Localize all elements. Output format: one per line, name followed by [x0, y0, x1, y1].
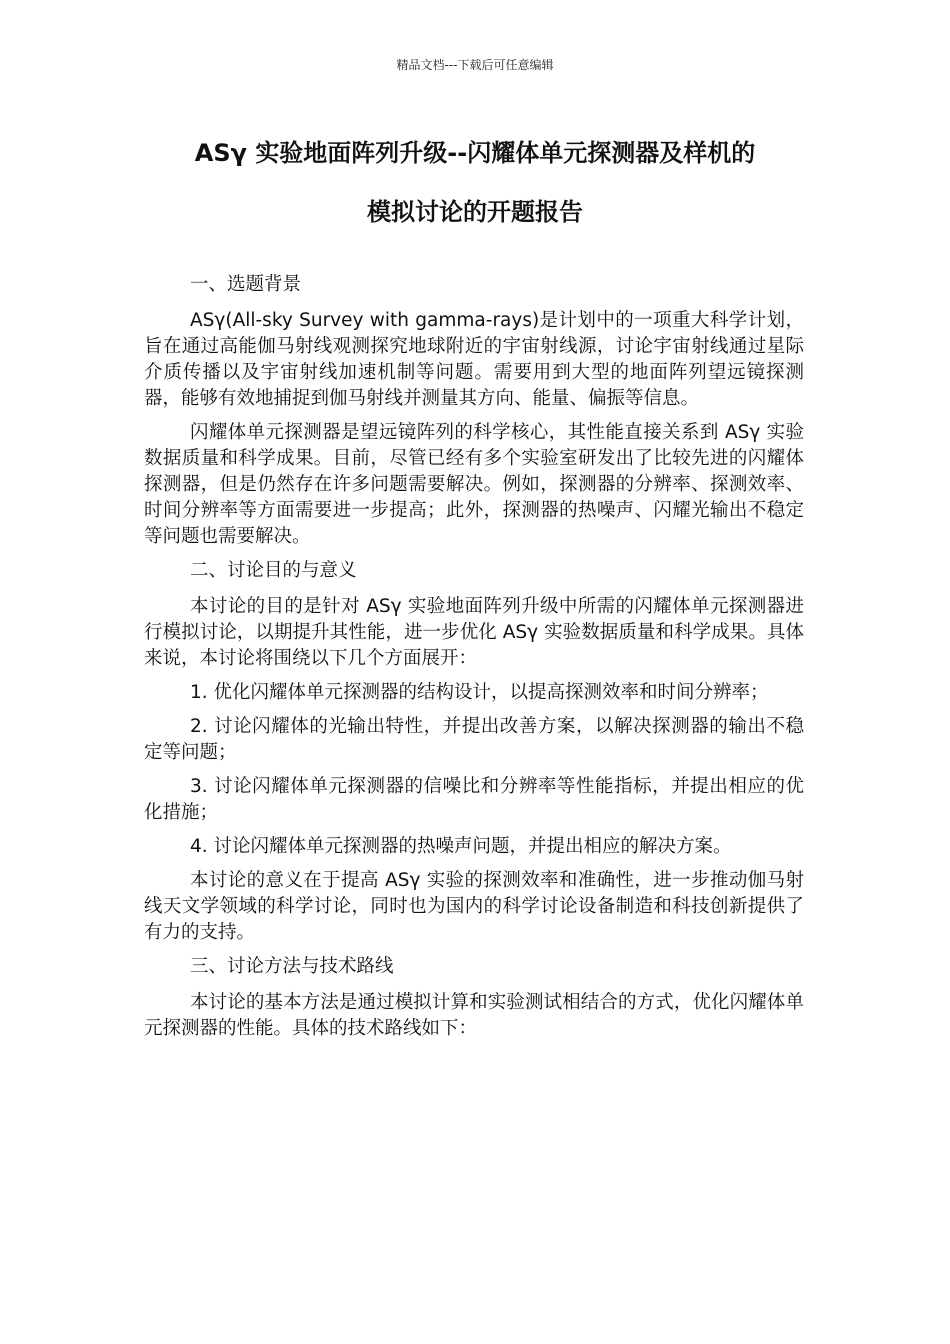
- body-paragraph: 本讨论的意义在于提高 ASγ 实验的探测效率和准确性，进一步推动伽马射线天文学领域的科学讨论，同时也为国内的科学讨论设备制造和科技创新提供了有力的支持。: [144, 870, 804, 943]
- list-item: 2. 讨论闪耀体的光输出特性，并提出改善方案，以解决探测器的输出不稳定等问题；: [144, 716, 804, 763]
- body-paragraph: 本讨论的基本方法是通过模拟计算和实验测试相结合的方式，优化闪耀体单元探测器的性能。具体的技术路线如下：: [144, 992, 804, 1039]
- body-paragraph: 本讨论的目的是针对 ASγ 实验地面阵列升级中所需的闪耀体单元探测器进行模拟讨论，以期提升其性能，进一步优化 ASγ 实验数据质量和科学成果。具体来说，本讨论将围绕以下几个方面展开：: [144, 596, 804, 669]
- document-body: [144, 272, 804, 1050]
- body-paragraph: 闪耀体单元探测器是望远镜阵列的科学核心，其性能直接关系到 ASγ 实验数据质量和科学成果。目前，尽管已经有多个实验室研发出了比较先进的闪耀体探测器，但是仍然存在许多问题需要解决。例如，探测器的分辨率、探测效率、时间分辨率等方面需要进一步提高；此外，探测器的热噪声、闪耀光输出不稳定等问题也需要解决。: [144, 422, 804, 547]
- body-paragraph: ASγ(All-sky Survey with gamma-rays)是计划中的一项重大科学计划，旨在通过高能伽马射线观测探究地球附近的宇宙射线源，讨论宇宙射线通过星际介质传播以及宇宙射线加速机制等问题。需要用到大型的地面阵列望远镜探测器，能够有效地捕捉到伽马射线并测量其方向、能量、偏振等信息。: [144, 310, 804, 409]
- page-header: 精品文档---下载后可任意编辑: [396, 58, 554, 72]
- section-heading: 三、讨论方法与技术路线: [190, 956, 394, 977]
- list-item: 1. 优化闪耀体单元探测器的结构设计，以提高探测效率和时间分辨率；: [190, 682, 769, 703]
- list-item: 3. 讨论闪耀体单元探测器的信噪比和分辨率等性能指标，并提出相应的优化措施；: [144, 776, 804, 823]
- section-heading: 二、讨论目的与意义: [190, 560, 357, 581]
- document-title-line-2: 模拟讨论的开题报告: [367, 198, 583, 226]
- list-item: 4. 讨论闪耀体单元探测器的热噪声问题，并提出相应的解决方案。: [190, 836, 732, 857]
- section-heading: 一、选题背景: [190, 274, 302, 295]
- document-title-line-1: ASγ 实验地面阵列升级--闪耀体单元探测器及样机的: [194, 139, 756, 167]
